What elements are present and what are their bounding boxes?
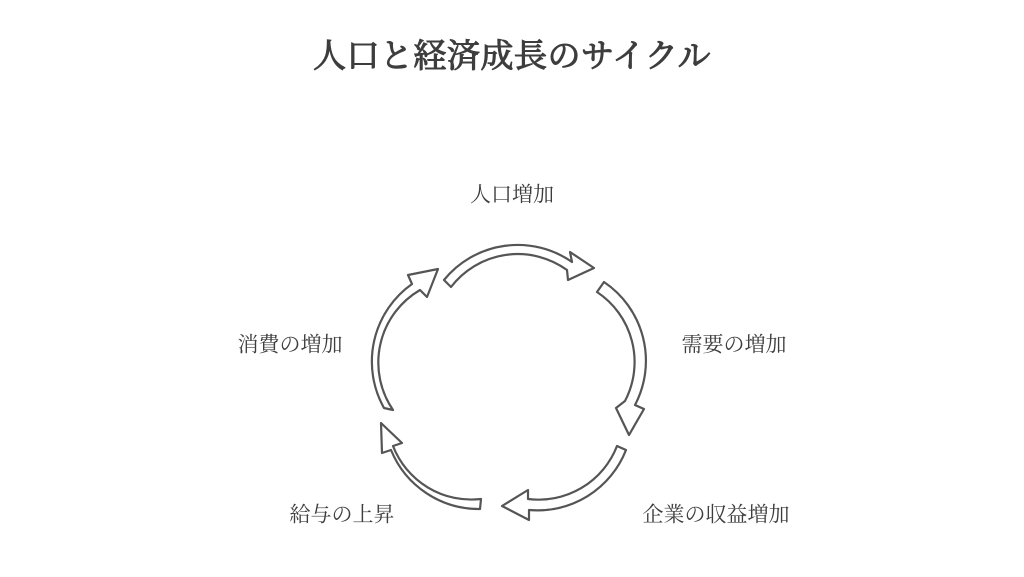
cycle-node-corporate-profit-increase: 企業の収益増加 [642,503,790,527]
cycle-node-consumption-increase: 消費の増加 [237,333,343,357]
arrow-bottom-left [381,423,481,509]
cycle-node-wage-rise: 給与の上昇 [289,503,395,527]
arrow-bottom-right [502,446,626,520]
cycle-node-population-growth: 人口増加 [470,183,554,207]
arrow-left [372,269,438,410]
cycle-node-demand-increase: 需要の増加 [681,333,787,357]
cycle-diagram [237,140,790,560]
arrow-top [444,245,594,287]
page-title: 人口と経済成長のサイクル [312,37,712,74]
arrow-right [597,282,646,435]
